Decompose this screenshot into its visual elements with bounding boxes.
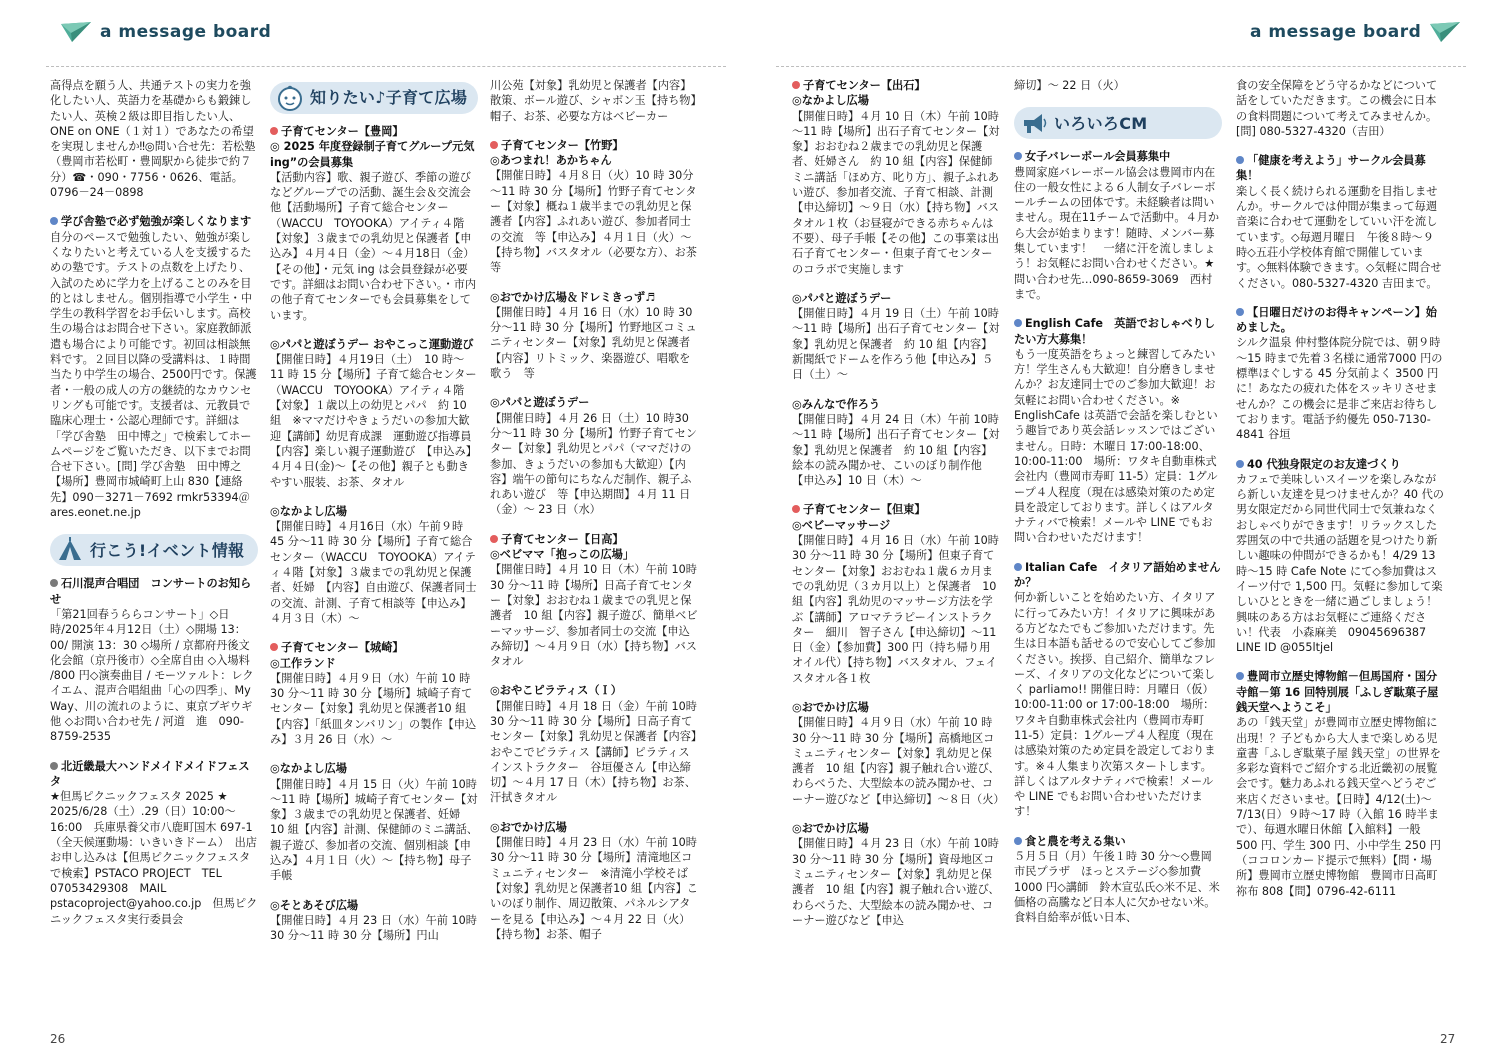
col2-s5-sub: ◎なかよし広場 [270, 762, 347, 776]
col1-s1-body: 自分のペースで勉強したい、勉強が楽しくなりたいと考えている人を支援するための塾です。テストの点数を上げたり、入試のために学力を上げることのみを目的とはしません。個別指導で小学生・中学生の教科学習をお手伝いします。高校生の場合はお問合せ下さい。家庭教師派遣も場合により可能です。初回は相談無料です。２回目以降の受講料は、１時間当たり中学生の場合、2500円です。保護者・一般の成人の方の継続的なカウンセリングも可能です。支援者は、元教員で臨床心理士・公認心理師です。詳細は「学び舎塾 田中博之」で検索してホームページをご覧いただき、以下までお問合せ下さい。[問] 学び舎塾 田中博之【場所】豊岡市城崎町上山 830【連絡先】090－3271－7692 rmkr53394＠ares.eonet.ne.jp [50, 230, 257, 520]
right-header [1250, 20, 1461, 44]
gray-bullet-icon [50, 579, 58, 587]
blue-bullet-icon [1236, 308, 1244, 316]
kosodate-banner [270, 82, 478, 114]
page-number-left: 26 [50, 1032, 66, 1046]
col6-s1-heading: 「健康を考えよう」サークル会員募集！ [1236, 154, 1426, 183]
col1-s3-heading: 北近畿最大ハンドメイドメイドフェスタ [50, 759, 250, 788]
col3-s2-sub: ◎おでかけ広場＆ドレミきっず♬ [490, 290, 656, 304]
col4-s1-heading: 子育てセンター【出石】 [792, 78, 1000, 93]
col1-s1-heading: 学び舎塾で必ず勉強が楽しくなります [50, 214, 258, 229]
col3-s2-body: 【開催日時】４月 16 日（水）10 時 30分～11 時 30 分【場所】竹野地区コミュニティセンター【対象】乳幼児と保護者【内容】リトミック、楽器遊び、唱歌を歌う 等 [490, 305, 697, 381]
tent-icon [56, 536, 84, 564]
page-number-right: 27 [1440, 1032, 1456, 1046]
blue-bullet-icon [1236, 460, 1244, 468]
gray-bullet-icon [50, 762, 58, 770]
red-bullet-icon [270, 643, 278, 651]
col4-s3-sub: ◎みんなで作ろう [792, 397, 881, 411]
red-bullet-icon [490, 141, 498, 149]
red-bullet-icon [270, 127, 278, 135]
col6-s3-heading: 40 代独身限定のお友達づくり [1236, 457, 1444, 472]
col5-s2-heading: English Cafe 英語でおしゃべりしたい方大募集！ [1014, 317, 1215, 346]
col3-s3-body: 【開催日時】４月 26 日（土）10 時30 分～11 時 30 分【場所】竹野子育てセンター【対象】乳幼児とパパ（ママだけの参加、きょうだいの参加も大歓迎）【内容】端午の節句にちなんだ制作、親子ふれあい遊び 等【申込期間】４月 11 日（金）～ 23 日（水） [490, 411, 697, 517]
col6-s2-heading: 【日曜日だけのお得キャンペーン】始めました。 [1236, 305, 1437, 335]
col6-s1-body: 楽しく長く続けられる運動を目指しませんか。サークルでは仲間が集まって毎週音楽に合わせて運動をしていい汗を流しています。◇毎週月曜日 午後８時～９時◇五荘小学校体育館で開催しています。◇無料体験できます。◇気軽に問合せください。080-5327-4320 吉田まで。 [1236, 184, 1442, 290]
header-title-right: a message board [1250, 22, 1422, 42]
col3-s4-body: 【開催日時】４月 10 日（木）午前 10時 30 分～11 時【場所】日高子育てセンター【対象】おおむね１歳までの乳児と保護者 10 組【内容】親子遊び、簡単ベビーマッサージ、参加者同士の交流【申込み締切】～４月９日（水）【持ち物】バスタオル [490, 563, 698, 669]
col3-s5-sub: ◎おやこピラティス（Ｉ） [490, 684, 622, 698]
col3-s4-heading: 子育てセンター【日高】 [490, 532, 698, 547]
blue-bullet-icon [1014, 837, 1022, 845]
baby-face-icon [276, 84, 304, 112]
col3-s1-sub: ◎あつまれ！あかちゃん [490, 154, 612, 168]
col5-s3-heading: Italian Cafe イタリア語始めませんか？ [1014, 560, 1221, 590]
col4-s1-sub: ◎なかよし広場 [792, 94, 869, 108]
col5-intro: 締切】～ 22 日（火） [1014, 79, 1125, 92]
col2-s4-sub: ◎工作ランド [270, 656, 336, 670]
megaphone-icon [1020, 109, 1048, 137]
cm-banner [1014, 107, 1222, 139]
col6-s4-heading: 豊岡市立歴史博物館－但馬国府・国分寺館－第 16 回特別展「ふしぎ駄菓子屋 銭天堂へようこそ」 [1236, 670, 1439, 714]
col4-s4-body: 【開催日時】４月 16 日（水）午前 10時 30 分～11 時 30 分【場所】但東子育てセンター【対象】おおむね１歳６カ月までの乳幼児（３カ月以上）と保護者 10 組【内容】乳幼児のマッサージ方法を学ぶ【講師】アロマテラピーインストラクター 細川 智子さん【申込締切】～11 日（金）【参加費】300 円（持ち帰り用 オイル代）【持ち物】バスタオル、フェイスタオル各１枚 [792, 534, 1002, 685]
col3-s1-heading: 子育てセンター【竹野】 [490, 138, 698, 153]
col4-s4-sub: ◎ベビーマッサージ [792, 518, 891, 532]
col3-s1-body: 【開催日時】４月８日（火）10 時 30分～11 時 30 分【場所】竹野子育てセンター【対象】概ね１歳半までの乳幼児と保護者【内容】ふれあい遊び、参加者同士の交流 等【申込み】４月１日（火）～【持ち物】バスタオル（必要な方）、お茶 等 [490, 169, 709, 275]
col4-s6-body: 【開催日時】４月 23 日（水）午前 10時 30 分～11 時 30 分【場所】資母地区コミュニティセンター【対象】乳幼児と保護者 10 組【内容】親子触れ合い遊び、わらべうた、大型絵本の読み聞かせ、コーナー遊びなど【申込 [792, 837, 1000, 927]
col3-s4-sub: ◎ベビママ「抱っこの広場」 [490, 548, 635, 562]
col2-s1-sub: ◎ 2025 年度登録制子育てグループ元気 ing”の会員募集 [270, 140, 475, 169]
col4-s4-heading: 子育てセンター【但東】 [792, 502, 1000, 517]
header-divider-right [776, 66, 1466, 67]
blue-bullet-icon [1014, 563, 1022, 571]
blue-bullet-icon [50, 217, 58, 225]
col1-intro: 高得点を願う人、共通テストの実力を強化したい人、英語力を基礎からも鍛錬したい人、英検２級は即目指したい人、ONE on ONE（１対１）であなたの希望を実現しませんか‼◎問い合せ先：若松塾（豊岡市若松町・豊岡駅から徒歩で約７分）☎・090・7756・0626、電話。0796－24－0898 [50, 79, 256, 200]
col6-s3-body: カフェで美味しいスイーツを楽しみながら新しい友達を見つけませんか？40 代の男女限定だから同世代同士で気兼ねなくおしゃべりができます！リラックスした雰囲気の中で共通の話題を見つけたり新しい趣味の仲間ができるかも！4/29 13 時～15 時 Cafe Note にて◇参加費はスイーツ付で 1,500 円。気軽に参加して楽しいひとときを一緒に過ごしましょう！興味のある方はお気軽にご連絡ください！代表 小森麻美 09045696387 LINE ID @055ltjel [1236, 472, 1444, 655]
paper-plane-icon [1429, 20, 1461, 44]
col4-s2-body: 【開催日時】４月 19 日（土）午前 10時～11 時【場所】出石子育てセンター【対象】乳幼児と保護者 約 10 組【内容】新聞紙でドームを作ろう他【申込み】５日（土）～ [792, 307, 1000, 382]
col6-s2-body: シルク温泉 仲村整体院分院では、朝９時～15 時まで先着３名様に通常7000 円の標準ほぐしする 45 分気前よく 3500 円に！あなたの疲れた体をスッキリさせませんか？この機会に是非ご来店お待ちしております。電話予約優先 050-7130-4841 谷垣 [1236, 336, 1443, 442]
col2-s2-body: 【開催日時】４月19日（土） 10 時～11 時 15 分【場所】子育て総合センター（WACCU TOYOOKA）アイティ４階【対象】１歳以上の幼児とパパ 約 10 組 ※ママだけやきょうだいの参加大歓迎【講師】幼児育成課 運動遊び指導員【内容】楽しい親子運動遊び 【申込み】４月４日(金)～【その他】親子とも動きやすい服装、お茶、タオル [270, 353, 477, 489]
col4-s5-body: 【開催日時】４月９日（水）午前 10 時30 分～11 時 30 分【場所】高橋地区コミュニティセンター【対象】乳幼児と保護者 10 組【内容】親子触れ合い遊び、わらべうた、大型絵本の読み聞かせ、コーナー遊びなど【申込締切】～８日（火） [792, 716, 1005, 806]
column-6 [1236, 78, 1444, 1033]
kosodate-banner-title: 知りたい♪子育て広場 [310, 88, 468, 108]
col5-s4-body: ５月５日（月）午後１時 30 分～◇豊岡市民プラザ ほっとステージ◇参加費 1000 円◇講師 鈴木宣弘氏◇米不足、米価格の高騰など日本人に欠かせない米。食料自給率が低い日本、 [1014, 850, 1220, 925]
col5-s1-heading: 女子バレーボール会員募集中 [1014, 149, 1222, 164]
left-header [60, 20, 271, 44]
col4-s2-sub: ◎パパと遊ぼうデー [792, 291, 892, 305]
event-banner [50, 534, 258, 566]
column-5 [1014, 78, 1222, 1033]
col5-s2-body: もう一度英語をちょっと練習してみたい方！学生さんも大歓迎！自分磨きしませんか？お友達同士でのご参加大歓迎！お気軽にお問い合わせください。※ EnglishCafe は英語で会話を楽しむという趣旨であり英会話レッスンではございません。日時：木曜日 17:00-18:00、10:00-11:00 場所：ワタキ自動車株式会社内（豊岡市寿町 11-5）定員：1グループ４人程度（現在は感染対策のため定員を設定しております。詳しくはアルタナティバで検索！メールや LINE でもお問い合わせいただけます！ [1014, 347, 1218, 545]
right-page [750, 0, 1500, 1064]
red-bullet-icon [792, 505, 800, 513]
blue-bullet-icon [1236, 156, 1244, 164]
col2-s3-body: 【開催日時】４月16日（水）午前９時 45 分～11 時 30 分【場所】子育て総合センター（WACCU TOYOOKA）アイティ４階【対象】３歳までの乳幼児と保護者、妊婦 【内容】自由遊び、保護者同士の交流、計測、子育て相談等【申込み】４月３日（木）～ [270, 520, 477, 625]
paper-plane-icon [60, 20, 92, 44]
col2-s6-sub: ◎そとあそび広場 [270, 898, 359, 912]
col1-s2-heading: 石川混声合唱団 コンサートのお知らせ [50, 577, 252, 606]
col4-s1-body: 【開催日時】４月 10 日（木）午前 10時～11 時【場所】出石子育てセンター【対象】おおむね２歳までの乳幼児と保護者、妊婦さん 約 10 組【内容】保健師ミニ講話「ほめ方、叱り方」、親子ふれあい遊び、参加者交流、子育て相談、計測【申込締切】～９日（水）【持ち物】バスタオル１枚（お昼寝ができる赤ちゃんは不要）、母子手帳【その他】この事業は出石子育てセンター・但東子育てセンターのコラボで実施します [792, 109, 1000, 276]
column-4 [792, 78, 1005, 1033]
header-title-left: a message board [100, 22, 272, 42]
col2-s5-body: 【開催日時】４月 15 日（火）午前 10時～11 時【場所】城崎子育てセンター【対象】３歳までの乳幼児と保護者、妊婦 10 組【内容】計測、保健師のミニ講話、親子遊び、参加者の交流、個別相談【申込み】４月１日（火）～【持ち物】母子手帳 [270, 777, 478, 883]
col4-s3-body: 【開催日時】４月 24 日（木）午前 10時～11 時【場所】出石子育てセンター【対象】乳幼児と保護者 約 10 組【内容】絵本の読み聞かせ、こいのぼり制作他【申込み】10 日（木）～ [792, 412, 1000, 488]
red-bullet-icon [490, 535, 498, 543]
col2-s4-heading: 子育てセンター【城崎】 [270, 640, 478, 655]
col2-s1-body: 【活動内容】歌、親子遊び、季節の遊びなどグループでの活動、誕生会＆交流会 他【活動場所】子育て総合センター（WACCU TOYOOKA）アイティ４階【対象】３歳までの乳幼児と保護者【申込み】４月４日（金）～４月18日（金）【その他】・元気 ing は会員登録が必要です。詳細はお問い合わせ下さい。・市内の他子育てセンターでも会員募集をしています。 [270, 170, 483, 322]
col2-s2-sub: ◎パパと遊ぼうデー おやこっこ運動遊び [270, 337, 474, 351]
cm-banner-title: いろいろCM [1054, 113, 1148, 133]
col3-s6-sub: ◎おでかけ広場 [490, 820, 567, 834]
blue-bullet-icon [1236, 672, 1244, 680]
col1-s2-body: 「第21回春うららコンサート」◇日時/2025年４月12日（土）◇開場 13：00/ 開演 13：30 ◇場所 / 京都府丹後文化会館（京丹後市）◇全席自由 ◇入場料 /800 円◇演奏曲目 / モーツァルト：レクイエム、混声合唱組曲「心の四季」、My Way、川の流れのように、東京ブギウギ 他 ◇お問い合わせ先 / 河道 進 090-8759-2535 [50, 607, 264, 744]
red-bullet-icon [792, 81, 800, 89]
col5-s1-body: 豊岡家庭バレーボール協会は豊岡市内在住の一般女性による６人制女子バレーボールチームの団体です。未経験者は問いません。現在11チームで活動中。４月から大会が始まります！随時、メンバー募集しています！ 一緒に汗を流しましょう！お気軽にお問い合わせください。★問い合わせ先…090-8659-3069 西村まで。 [1014, 165, 1220, 301]
header-divider-left [46, 66, 726, 67]
blue-bullet-icon [1014, 152, 1022, 160]
col3-intro: 川公苑【対象】乳幼児と保護者【内容】散策、ボール遊び、シャボン玉【持ち物】帽子、お茶、必要な方はベビーカー [490, 79, 697, 123]
col2-s4-body: 【開催日時】４月９日（水）午前 10 時30 分～11 時 30 分【場所】城崎子育てセンター【対象】乳幼児と保護者10 組【内容】「紙皿タンバリン」の製作【申込み】３月 26 日（水）～ [270, 671, 477, 746]
col5-s3-body: 何か新しいことを始めたい方、イタリアに行ってみたい方！イタリアに興味がある方どなたでもご参加いただけます。先生は日本語も話せるので安心してご参加ください。挨拶、自己紹介、簡単なフレーズ、イタリアの文化などについて楽しく parliamo!! 開催日時：月曜日（仮）10:00-11:00 or 17:00-18:00 場所：ワタキ自動車株式会社内（豊岡市寿町 11-5）定員：1グループ４人程度（現在は感染対策のため定員を設定しております。※４人集まり次第スタートします。詳しくはアルタナティバで検索！メールや LINE でもお問い合わせいただけます！ [1014, 591, 1216, 819]
col2-s3-sub: ◎なかよし広場 [270, 504, 347, 518]
col4-s6-sub: ◎おでかけ広場 [792, 822, 869, 836]
col2-s6-body: 【開催日時】４月 23 日（水）午前 10時 30 分～11 時 30 分【場所】円山 [270, 913, 477, 943]
event-banner-title: 行こう!イベント情報 [90, 540, 245, 560]
column-3 [490, 78, 709, 1033]
col1-s3-body: ★但馬ピクニックフェスタ 2025 ★ 2025/6/28（土）.29（日）10:00～16:00 兵庫県養父市八鹿町国木 697-1（全天候運動場：いきいきドーム） 出店お申し込みは【但馬ピクニックフェスタで検索】PSTACO PROJECT TEL 07053429308 MAIL pstacoproject@yahoo.co.jp 但馬ピクニックフェスタ実行委員会 [50, 790, 258, 926]
blue-bullet-icon [1014, 319, 1022, 327]
col2-s1-heading: 子育てセンター【豊岡】 [270, 124, 478, 139]
col3-s3-sub: ◎パパと遊ぼうデー [490, 396, 590, 410]
column-1 [50, 78, 264, 1033]
col3-s5-body: 【開催日時】４月 18 日（金）午前 10時 30 分～11 時 30 分【場所】日高子育てセンター【対象】乳幼児と保護者【内容】おやこでピラティス【講師】ピラティスインストラクター 谷垣優さん【申込締切】～４月 17 日（木）【持ち物】お茶、汗拭きタオル [490, 699, 697, 805]
col4-s5-sub: ◎おでかけ広場 [792, 700, 869, 714]
col6-intro: 食の安全保障をどう守るかなどについて話をしていただきます。この機会に日本の食料問題について考えてみませんか。[問] 080-5327-4320（吉田） [1236, 79, 1438, 138]
col5-s4-heading: 食と農を考える集い [1014, 834, 1222, 849]
column-2 [270, 78, 483, 1033]
col3-s6-body: 【開催日時】４月 23 日（水）午前 10時 30 分～11 時 30 分【場所】清滝地区コミュニティセンター ※清滝小学校そば【対象】乳幼児と保護者10 組【内容】こいのぼり制作、周辺散策、パネルシアターを見る【申込み】～４月 22 日（火）【持ち物】お茶、帽子 [490, 836, 698, 941]
col6-s4-body: あの「銭天堂」が豊岡市立歴史博物館に出現！？子どもから大人まで楽しめる児童書「ふしぎ駄菓子屋 銭天堂」の世界を多彩な資料でご紹介する北近畿初の展覧会です。魅力あふれる銭天堂へどうぞご来店くださいませ。【日時】4/12(土)～7/13(日）９時～17 時（入館 16 時半まで）、毎週水曜日休館【入館料】一般 500 円、学生 300 円、小中学生 250 円（ココロンカード提示で無料）【問・場所】豊岡市立歴史博物館 豊岡市日高町祢布 808【問】0796-42-6111 [1236, 716, 1441, 898]
